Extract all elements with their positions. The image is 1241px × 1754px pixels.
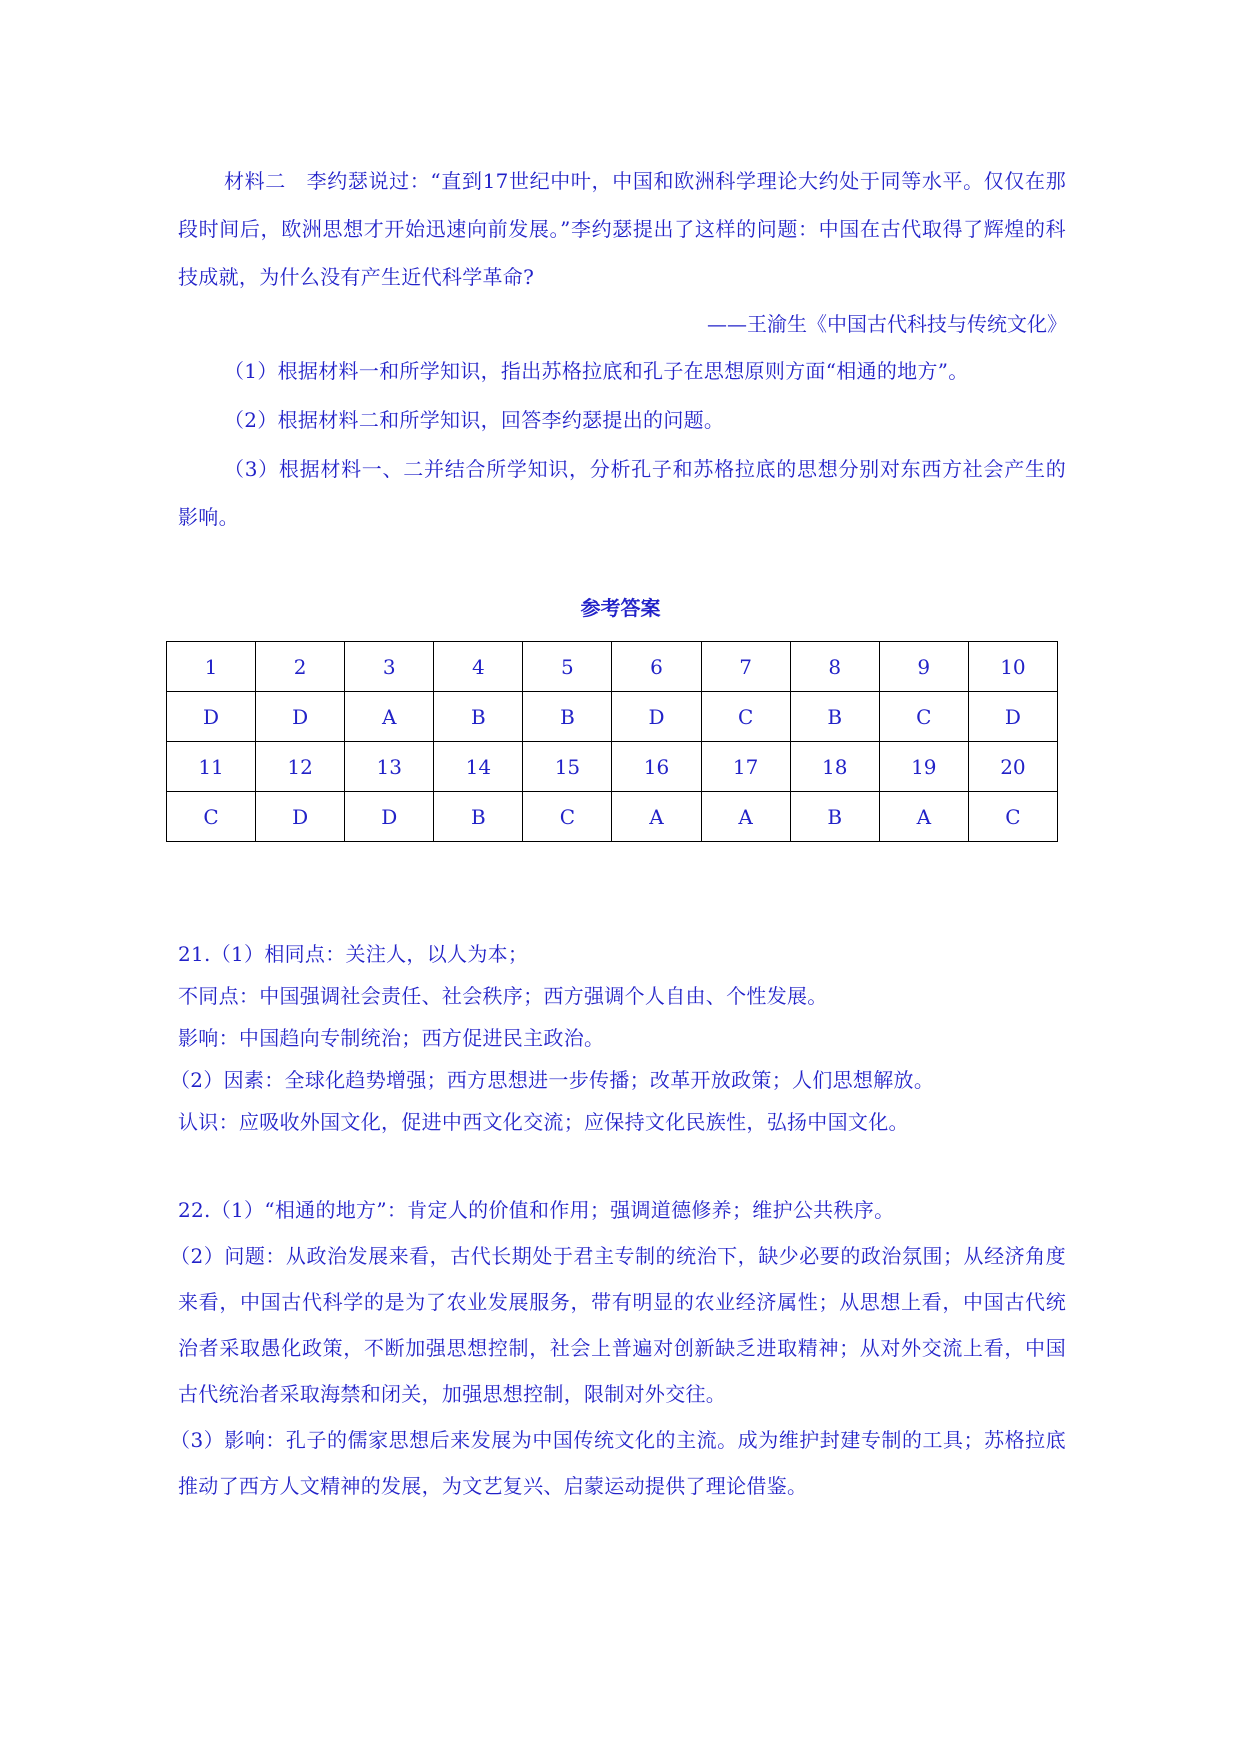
answer-21-line-5: 认识：应吸收外国文化，促进中西文化交流；应保持文化民族性，弘扬中国文化。 (178, 1110, 909, 1134)
answer-key-row (167, 642, 1058, 692)
answer-key-cell: 8 (790, 642, 879, 692)
answer-key-cell: D (612, 692, 701, 742)
answer-key-cell: 17 (701, 742, 790, 792)
material-2-source: ——王渝生《中国古代科技与传统文化》 (707, 312, 1067, 336)
answer-key-cell: A (701, 792, 790, 842)
answer-key-cell: C (879, 692, 968, 742)
question-1: （1）根据材料一和所学知识，指出苏格拉底和孔子在思想原则方面“相通的地方”。 (224, 359, 969, 383)
question-3: （3）根据材料一、二并结合所学知识，分析孔子和苏格拉底的思想分别对东西方社会产生的影响。 (178, 457, 1066, 529)
answer-22-part-2: （2）问题：从政治发展来看，古代长期处于君主专制的统治下，缺少必要的政治氛围；从经济角度来看，中国古代科学的是为了农业发展服务，带有明显的农业经济属性；从思想上看，中国古代统治者采取愚化政策，不断加强思想控制，社会上普遍对创新缺乏进取精神；从对外交流上看，中国古代统治者采取海禁和闭关，加强思想控制，限制对外交往。 (170, 1244, 1066, 1406)
answer-key-cell: A (612, 792, 701, 842)
answer-key-row (167, 792, 1058, 842)
answer-key-cell: 13 (345, 742, 434, 792)
answer-key-table (166, 641, 1058, 842)
answer-key-cell: A (345, 692, 434, 742)
answer-key-cell: B (790, 792, 879, 842)
answer-key-cell: 7 (701, 642, 790, 692)
answer-key-cell: C (523, 792, 612, 842)
answer-key-title: 参考答案 (580, 596, 661, 620)
answer-21-line-1: 21.（1）相同点：关注人，以人为本； (178, 942, 529, 966)
answer-key-cell: D (256, 692, 345, 742)
answer-22-part-3: （3）影响：孔子的儒家思想后来发展为中国传统文化的主流。成为维护封建专制的工具；苏格拉底推动了西方人文精神的发展，为文艺复兴、启蒙运动提供了理论借鉴。 (170, 1428, 1066, 1498)
answer-key-cell: D (968, 692, 1057, 742)
answer-key-cell: 19 (879, 742, 968, 792)
answer-key-cell: D (167, 692, 256, 742)
answer-key-cell: 10 (968, 642, 1057, 692)
answer-key-cell: 6 (612, 642, 701, 692)
answer-21-line-3: 影响：中国趋向专制统治；西方促进民主政治。 (178, 1026, 605, 1050)
answer-key-cell: B (523, 692, 612, 742)
answer-21-line-4: （2）因素：全球化趋势增强；西方思想进一步传播；改革开放政策；人们思想解放。 (170, 1068, 935, 1092)
material-2-paragraph: 材料二 李约瑟说过：“直到17世纪中叶，中国和欧洲科学理论大约处于同等水平。仅仅在那段时间后，欧洲思想才开始迅速向前发展。”李约瑟提出了这样的问题：中国在古代取得了辉煌的科技成就，为什么没有产生近代科学革命? (178, 169, 1066, 289)
answer-22-part-1: 22.（1）“相通的地方”：肯定人的价值和作用；强调道德修养；维护公共秩序。 (178, 1198, 895, 1222)
answer-key-cell: C (701, 692, 790, 742)
answer-key-cell: 3 (345, 642, 434, 692)
answer-key-cell: 20 (968, 742, 1057, 792)
answer-key-cell: C (968, 792, 1057, 842)
answer-key-cell: 11 (167, 742, 256, 792)
answer-key-cell: 18 (790, 742, 879, 792)
answer-key-cell: 4 (434, 642, 523, 692)
answer-key-row (167, 692, 1058, 742)
answer-key-cell: 14 (434, 742, 523, 792)
answer-key-cell: 15 (523, 742, 612, 792)
answer-key-cell: 9 (879, 642, 968, 692)
answer-key-cell: D (345, 792, 434, 842)
answer-key-cell: D (256, 792, 345, 842)
answer-key-cell: A (879, 792, 968, 842)
question-2: （2）根据材料二和所学知识，回答李约瑟提出的问题。 (224, 408, 725, 432)
answer-key-cell: B (434, 792, 523, 842)
answer-key-cell: B (790, 692, 879, 742)
answer-key-cell: C (167, 792, 256, 842)
answer-key-cell: 5 (523, 642, 612, 692)
answer-key-row (167, 742, 1058, 792)
answer-key-cell: 2 (256, 642, 345, 692)
answer-key-cell: 16 (612, 742, 701, 792)
answer-21-line-2: 不同点：中国强调社会责任、社会秩序；西方强调个人自由、个性发展。 (178, 984, 828, 1008)
answer-key-cell: 12 (256, 742, 345, 792)
answer-key-cell: B (434, 692, 523, 742)
answer-key-cell: 1 (167, 642, 256, 692)
